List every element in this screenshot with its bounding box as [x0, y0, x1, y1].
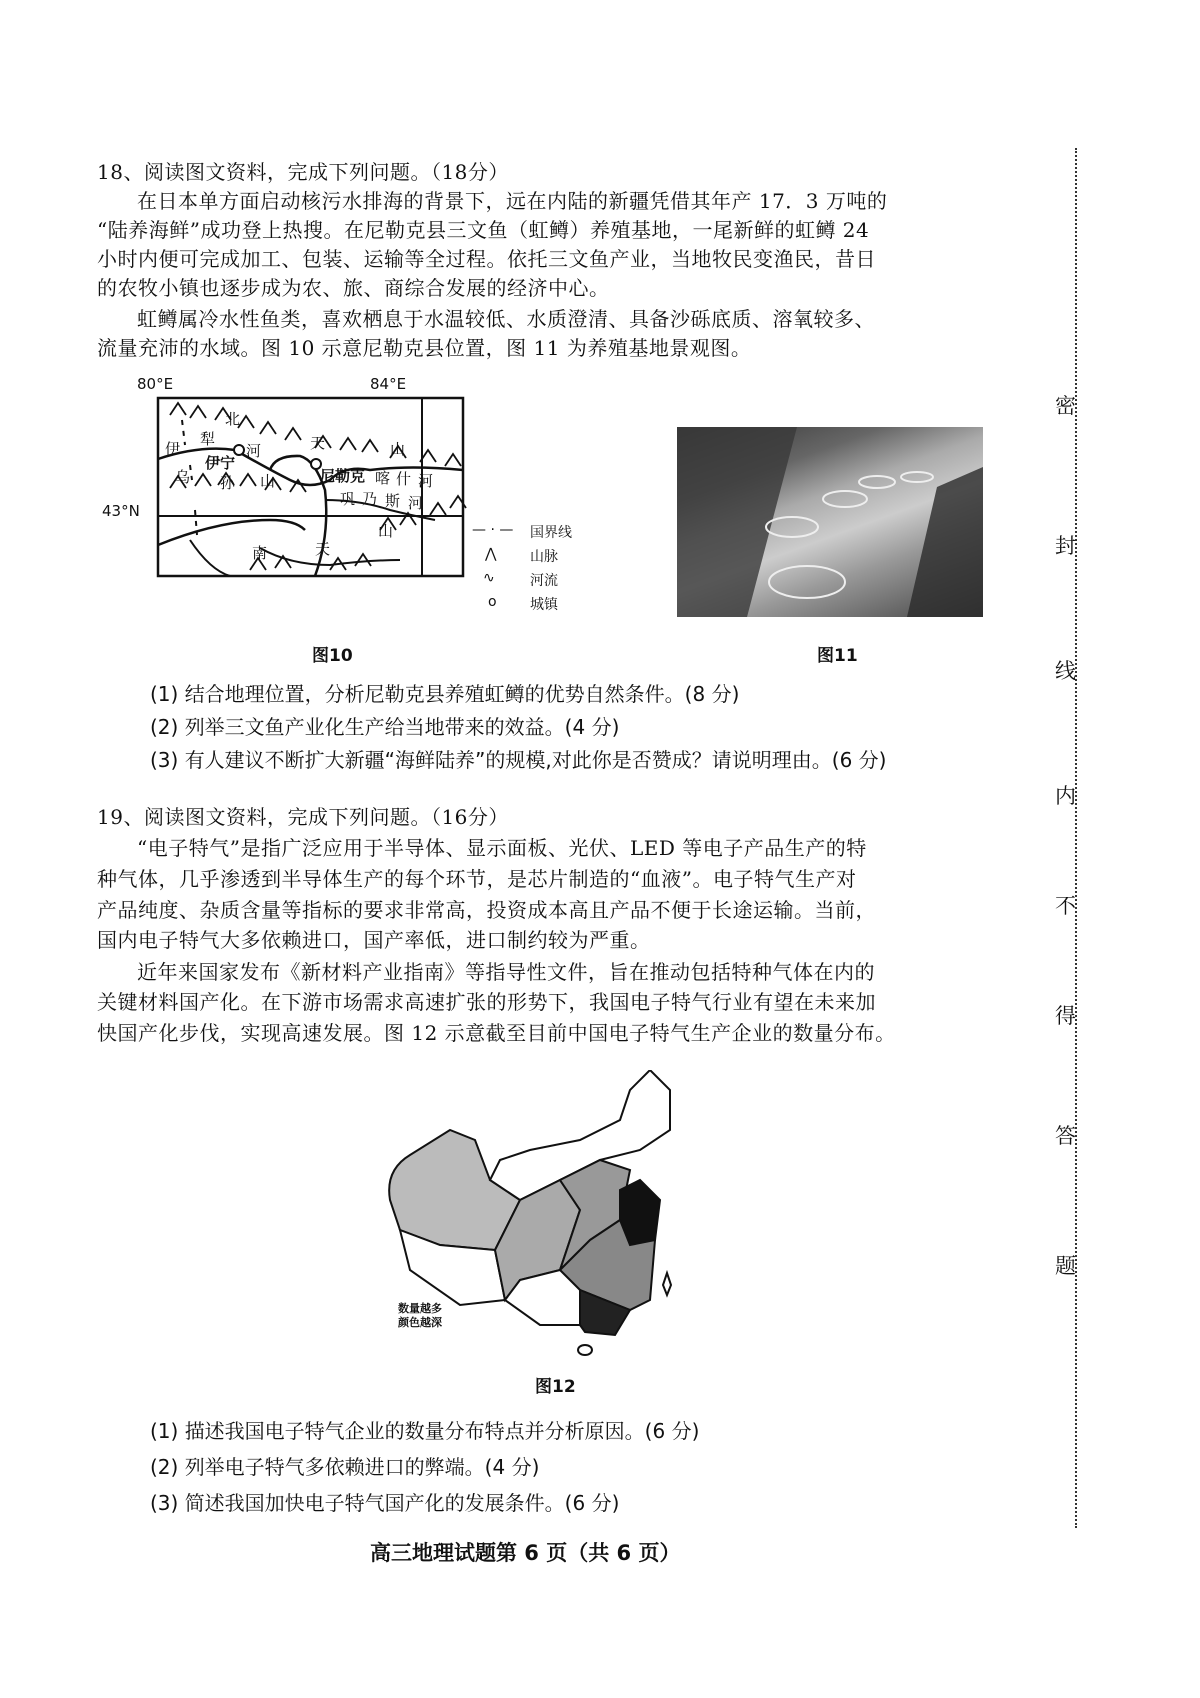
figure-10-caption: 图10: [312, 646, 353, 666]
question-19-3: (3) 简述我国加快电子特气国产化的发展条件。(6 分): [150, 1491, 620, 1515]
map-label: 河: [246, 442, 262, 460]
seal-char: 线: [1055, 659, 1076, 683]
longitude-label: 80°E: [137, 375, 174, 393]
question-18-3: (3) 有人建议不断扩大新疆“海鲜陆养”的规模,对此你是否赞成？请说明理由。(6 分): [150, 748, 887, 772]
map-label: 犁: [200, 430, 216, 448]
question-19-2: (2) 列举电子特气多依赖进口的弊端。(4 分): [150, 1455, 540, 1479]
map-label: 天: [315, 540, 331, 558]
text-line: 产品纯度、杂质含量等指标的要求非常高，投资成本高且产品不便于长途运输。当前，: [97, 898, 876, 922]
map-label: 山: [378, 522, 394, 540]
text-line: 关键材料国产化。在下游市场需求高速扩张的形势下，我国电子特气行业有望在未来加: [97, 990, 876, 1014]
boundary-icon: — · —: [472, 522, 514, 538]
legend-label: 河流: [530, 573, 558, 589]
map-label: 河: [408, 494, 424, 512]
seal-dotted-line: [1075, 148, 1077, 1528]
latitude-label: 43°N: [102, 502, 140, 520]
q18-title: 18、阅读图文资料，完成下列问题。（18分）: [97, 160, 509, 184]
map-label: 乌: [175, 468, 191, 486]
text-line: 快国产化步伐，实现高速发展。图 12 示意截至目前中国电子特气生产企业的数量分布。: [97, 1021, 896, 1045]
map-label: 斯: [385, 492, 401, 510]
question-18-2: (2) 列举三文鱼产业化生产给当地带来的效益。(4 分): [150, 715, 620, 739]
text-line: 流量充沛的水域。图 10 示意尼勒克县位置，图 11 为养殖基地景观图。: [97, 336, 752, 360]
text-line: 种气体，几乎渗透到半导体生产的每个环节，是芯片制造的“血液”。电子特气生产对: [97, 867, 857, 891]
legend-label: 国界线: [530, 525, 572, 541]
text-line: 在日本单方面启动核污水排海的背景下，远在内陆的新疆凭借其年产 17．3 万吨的: [137, 189, 888, 213]
map-label: 乃: [362, 490, 378, 508]
town-icon: o: [488, 594, 497, 610]
page-footer: 高三地理试题第 6 页（共 6 页）: [370, 1541, 681, 1565]
legend-label: 山脉: [530, 549, 558, 565]
text-line: 小时内便可完成加工、包装、运输等全过程。依托三文鱼产业，当地牧民变渔民，昔日: [97, 247, 876, 271]
text-line: 虹鳟属冷水性鱼类，喜欢栖息于水温较低、水质澄清、具备沙砾底质、溶氧较多、: [137, 307, 875, 331]
map-label: 伊: [165, 440, 181, 458]
text-line: “电子特气”是指广泛应用于半导体、显示面板、光伏、LED 等电子产品生产的特: [137, 836, 867, 860]
map-label: 孙: [220, 474, 236, 492]
longitude-label: 84°E: [370, 375, 407, 393]
seal-char: 密: [1055, 394, 1076, 418]
seal-char: 题: [1055, 1254, 1076, 1278]
city-label: 伊宁: [205, 454, 236, 472]
map-label: 山: [390, 440, 406, 458]
map-label: 北: [225, 410, 241, 428]
map-label: 什: [396, 470, 412, 488]
text-line: “陆养海鲜”成功登上热搜。在尼勒克县三文鱼（虹鳟）养殖基地，一尾新鲜的虹鳟 24: [97, 218, 870, 242]
fish-pens: [677, 427, 983, 617]
legend-label: 颜色越深: [398, 1316, 442, 1329]
city-label: 尼勒克: [320, 467, 366, 485]
mountain-icon: ⋀: [485, 546, 497, 562]
map-label: 山: [260, 472, 276, 490]
seal-char: 内: [1055, 784, 1076, 808]
figure-11-photo: [677, 427, 983, 617]
seal-char: 答: [1055, 1124, 1076, 1148]
map-label: 河: [418, 472, 434, 490]
river-icon: ∿: [483, 570, 495, 586]
figure-12-caption: 图12: [535, 1377, 576, 1397]
text-line: 国内电子特气大多依赖进口，国产率低，进口制约较为严重。: [97, 928, 651, 952]
seal-char: 封: [1055, 534, 1076, 558]
seal-char: 得: [1055, 1004, 1076, 1028]
q19-title: 19、阅读图文资料，完成下列问题。（16分）: [97, 805, 509, 829]
text-line: 的农牧小镇也逐步成为农、旅、商综合发展的经济中心。: [97, 276, 610, 300]
map-label: 南: [252, 544, 268, 562]
map-label: 巩: [340, 490, 356, 508]
map-label: 天: [310, 434, 326, 452]
figure-11-caption: 图11: [817, 646, 858, 666]
map-label: 喀: [375, 469, 391, 487]
text-line: 近年来国家发布《新材料产业指南》等指导性文件，旨在推动包括特种气体在内的: [137, 960, 875, 984]
question-19-1: (1) 描述我国电子特气企业的数量分布特点并分析原因。(6 分): [150, 1419, 700, 1443]
question-18-1: (1) 结合地理位置，分析尼勒克县养殖虹鳟的优势自然条件。(8 分): [150, 682, 740, 706]
legend-label: 城镇: [530, 597, 558, 613]
seal-char: 不: [1055, 894, 1076, 918]
legend-label: 数量越多: [398, 1302, 442, 1315]
